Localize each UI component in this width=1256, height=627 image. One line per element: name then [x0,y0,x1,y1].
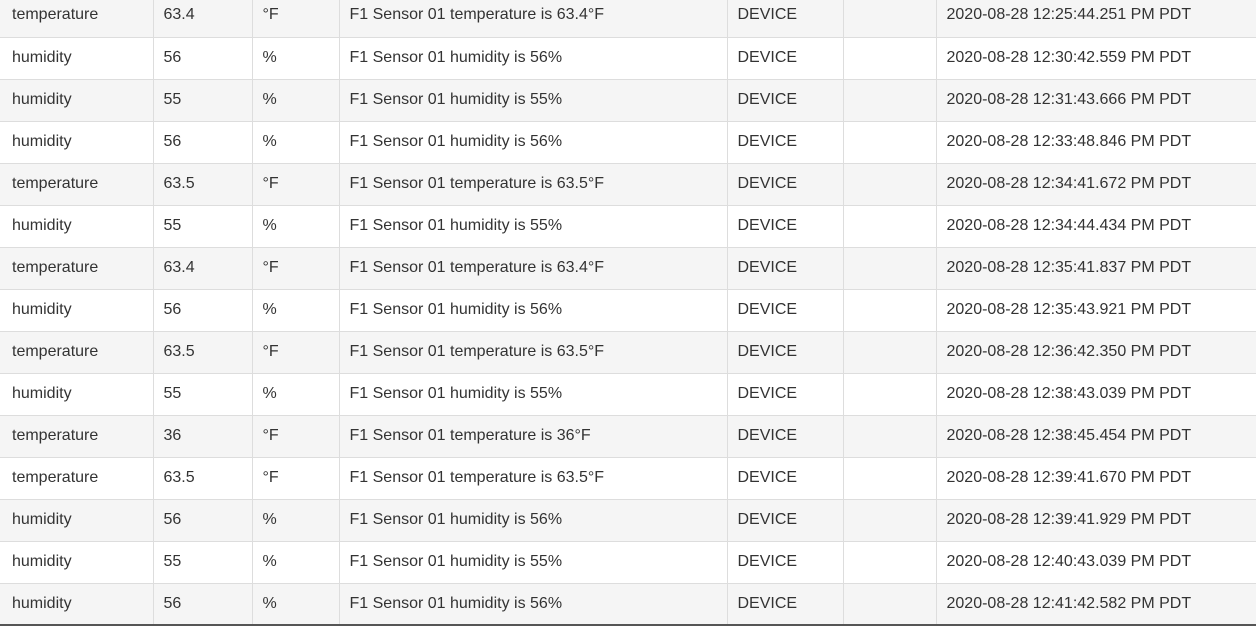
event-name-cell: humidity [0,79,153,121]
event-date-cell: 2020-08-28 12:39:41.929 PM PDT [936,499,1256,541]
event-date-cell: 2020-08-28 12:35:43.921 PM PDT [936,289,1256,331]
event-type-cell [843,0,936,37]
table-row [0,205,1256,247]
table-row [0,415,1256,457]
event-type-cell [843,289,936,331]
event-description-cell: F1 Sensor 01 temperature is 36°F [339,415,727,457]
event-source-cell: DEVICE [727,37,843,79]
event-source-cell: DEVICE [727,415,843,457]
event-unit-cell: °F [252,0,339,37]
event-source-cell: DEVICE [727,205,843,247]
event-source-cell: DEVICE [727,541,843,583]
event-type-cell [843,331,936,373]
event-description-cell: F1 Sensor 01 humidity is 55% [339,205,727,247]
event-date-cell: 2020-08-28 12:35:41.837 PM PDT [936,247,1256,289]
event-unit-cell: % [252,583,339,625]
table-row [0,163,1256,205]
event-name-cell: humidity [0,583,153,625]
event-description-cell: F1 Sensor 01 temperature is 63.4°F [339,0,727,37]
event-type-cell [843,415,936,457]
event-date-cell: 2020-08-28 12:33:48.846 PM PDT [936,121,1256,163]
event-date-cell: 2020-08-28 12:36:42.350 PM PDT [936,331,1256,373]
event-source-cell: DEVICE [727,373,843,415]
event-name-cell: humidity [0,121,153,163]
event-type-cell [843,499,936,541]
table-row [0,373,1256,415]
event-name-cell: humidity [0,373,153,415]
event-unit-cell: % [252,37,339,79]
table-row [0,121,1256,163]
table-row [0,499,1256,541]
event-value-cell: 55 [153,205,252,247]
event-name-cell: temperature [0,415,153,457]
event-unit-cell: % [252,541,339,583]
event-value-cell: 63.5 [153,331,252,373]
event-name-cell: temperature [0,163,153,205]
event-description-cell: F1 Sensor 01 humidity is 55% [339,79,727,121]
event-unit-cell: % [252,373,339,415]
event-date-cell: 2020-08-28 12:38:43.039 PM PDT [936,373,1256,415]
table-row [0,37,1256,79]
event-value-cell: 55 [153,79,252,121]
event-unit-cell: °F [252,457,339,499]
event-description-cell: F1 Sensor 01 humidity is 56% [339,289,727,331]
table-row [0,457,1256,499]
event-unit-cell: % [252,205,339,247]
table-row [0,583,1256,625]
event-value-cell: 56 [153,583,252,625]
event-unit-cell: % [252,121,339,163]
event-date-cell: 2020-08-28 12:41:42.582 PM PDT [936,583,1256,625]
event-name-cell: temperature [0,247,153,289]
event-date-cell: 2020-08-28 12:40:43.039 PM PDT [936,541,1256,583]
event-unit-cell: % [252,499,339,541]
event-value-cell: 63.4 [153,0,252,37]
event-source-cell: DEVICE [727,247,843,289]
event-type-cell [843,79,936,121]
event-source-cell: DEVICE [727,583,843,625]
event-value-cell: 63.5 [153,457,252,499]
event-date-cell: 2020-08-28 12:34:41.672 PM PDT [936,163,1256,205]
event-description-cell: F1 Sensor 01 temperature is 63.5°F [339,457,727,499]
event-type-cell [843,583,936,625]
event-type-cell [843,457,936,499]
event-unit-cell: % [252,289,339,331]
table-row [0,331,1256,373]
event-value-cell: 36 [153,415,252,457]
event-value-cell: 56 [153,121,252,163]
event-name-cell: humidity [0,499,153,541]
event-value-cell: 63.5 [153,163,252,205]
event-source-cell: DEVICE [727,499,843,541]
table-row [0,247,1256,289]
event-type-cell [843,541,936,583]
event-value-cell: 55 [153,541,252,583]
event-name-cell: humidity [0,541,153,583]
event-value-cell: 63.4 [153,247,252,289]
event-description-cell: F1 Sensor 01 humidity is 55% [339,541,727,583]
event-name-cell: humidity [0,37,153,79]
event-type-cell [843,121,936,163]
event-value-cell: 56 [153,37,252,79]
event-date-cell: 2020-08-28 12:30:42.559 PM PDT [936,37,1256,79]
event-source-cell: DEVICE [727,79,843,121]
event-name-cell: humidity [0,289,153,331]
event-date-cell: 2020-08-28 12:25:44.251 PM PDT [936,0,1256,37]
event-date-cell: 2020-08-28 12:39:41.670 PM PDT [936,457,1256,499]
event-description-cell: F1 Sensor 01 humidity is 56% [339,499,727,541]
event-value-cell: 56 [153,289,252,331]
table-row [0,0,1256,37]
event-source-cell: DEVICE [727,289,843,331]
event-description-cell: F1 Sensor 01 temperature is 63.5°F [339,331,727,373]
event-value-cell: 55 [153,373,252,415]
event-name-cell: temperature [0,457,153,499]
table-row [0,79,1256,121]
event-description-cell: F1 Sensor 01 humidity is 55% [339,373,727,415]
event-name-cell: temperature [0,331,153,373]
event-type-cell [843,163,936,205]
event-date-cell: 2020-08-28 12:38:45.454 PM PDT [936,415,1256,457]
event-source-cell: DEVICE [727,457,843,499]
table-row [0,541,1256,583]
event-source-cell: DEVICE [727,163,843,205]
event-unit-cell: °F [252,247,339,289]
event-unit-cell: °F [252,331,339,373]
event-description-cell: F1 Sensor 01 humidity is 56% [339,37,727,79]
event-description-cell: F1 Sensor 01 temperature is 63.4°F [339,247,727,289]
event-unit-cell: °F [252,163,339,205]
event-source-cell: DEVICE [727,0,843,37]
event-description-cell: F1 Sensor 01 temperature is 63.5°F [339,163,727,205]
event-type-cell [843,205,936,247]
event-description-cell: F1 Sensor 01 humidity is 56% [339,121,727,163]
event-source-cell: DEVICE [727,121,843,163]
event-unit-cell: % [252,79,339,121]
event-name-cell: humidity [0,205,153,247]
event-value-cell: 56 [153,499,252,541]
event-type-cell [843,37,936,79]
event-unit-cell: °F [252,415,339,457]
table-row [0,289,1256,331]
event-source-cell: DEVICE [727,331,843,373]
event-date-cell: 2020-08-28 12:34:44.434 PM PDT [936,205,1256,247]
event-type-cell [843,373,936,415]
event-type-cell [843,247,936,289]
event-date-cell: 2020-08-28 12:31:43.666 PM PDT [936,79,1256,121]
event-description-cell: F1 Sensor 01 humidity is 56% [339,583,727,625]
event-name-cell: temperature [0,0,153,37]
